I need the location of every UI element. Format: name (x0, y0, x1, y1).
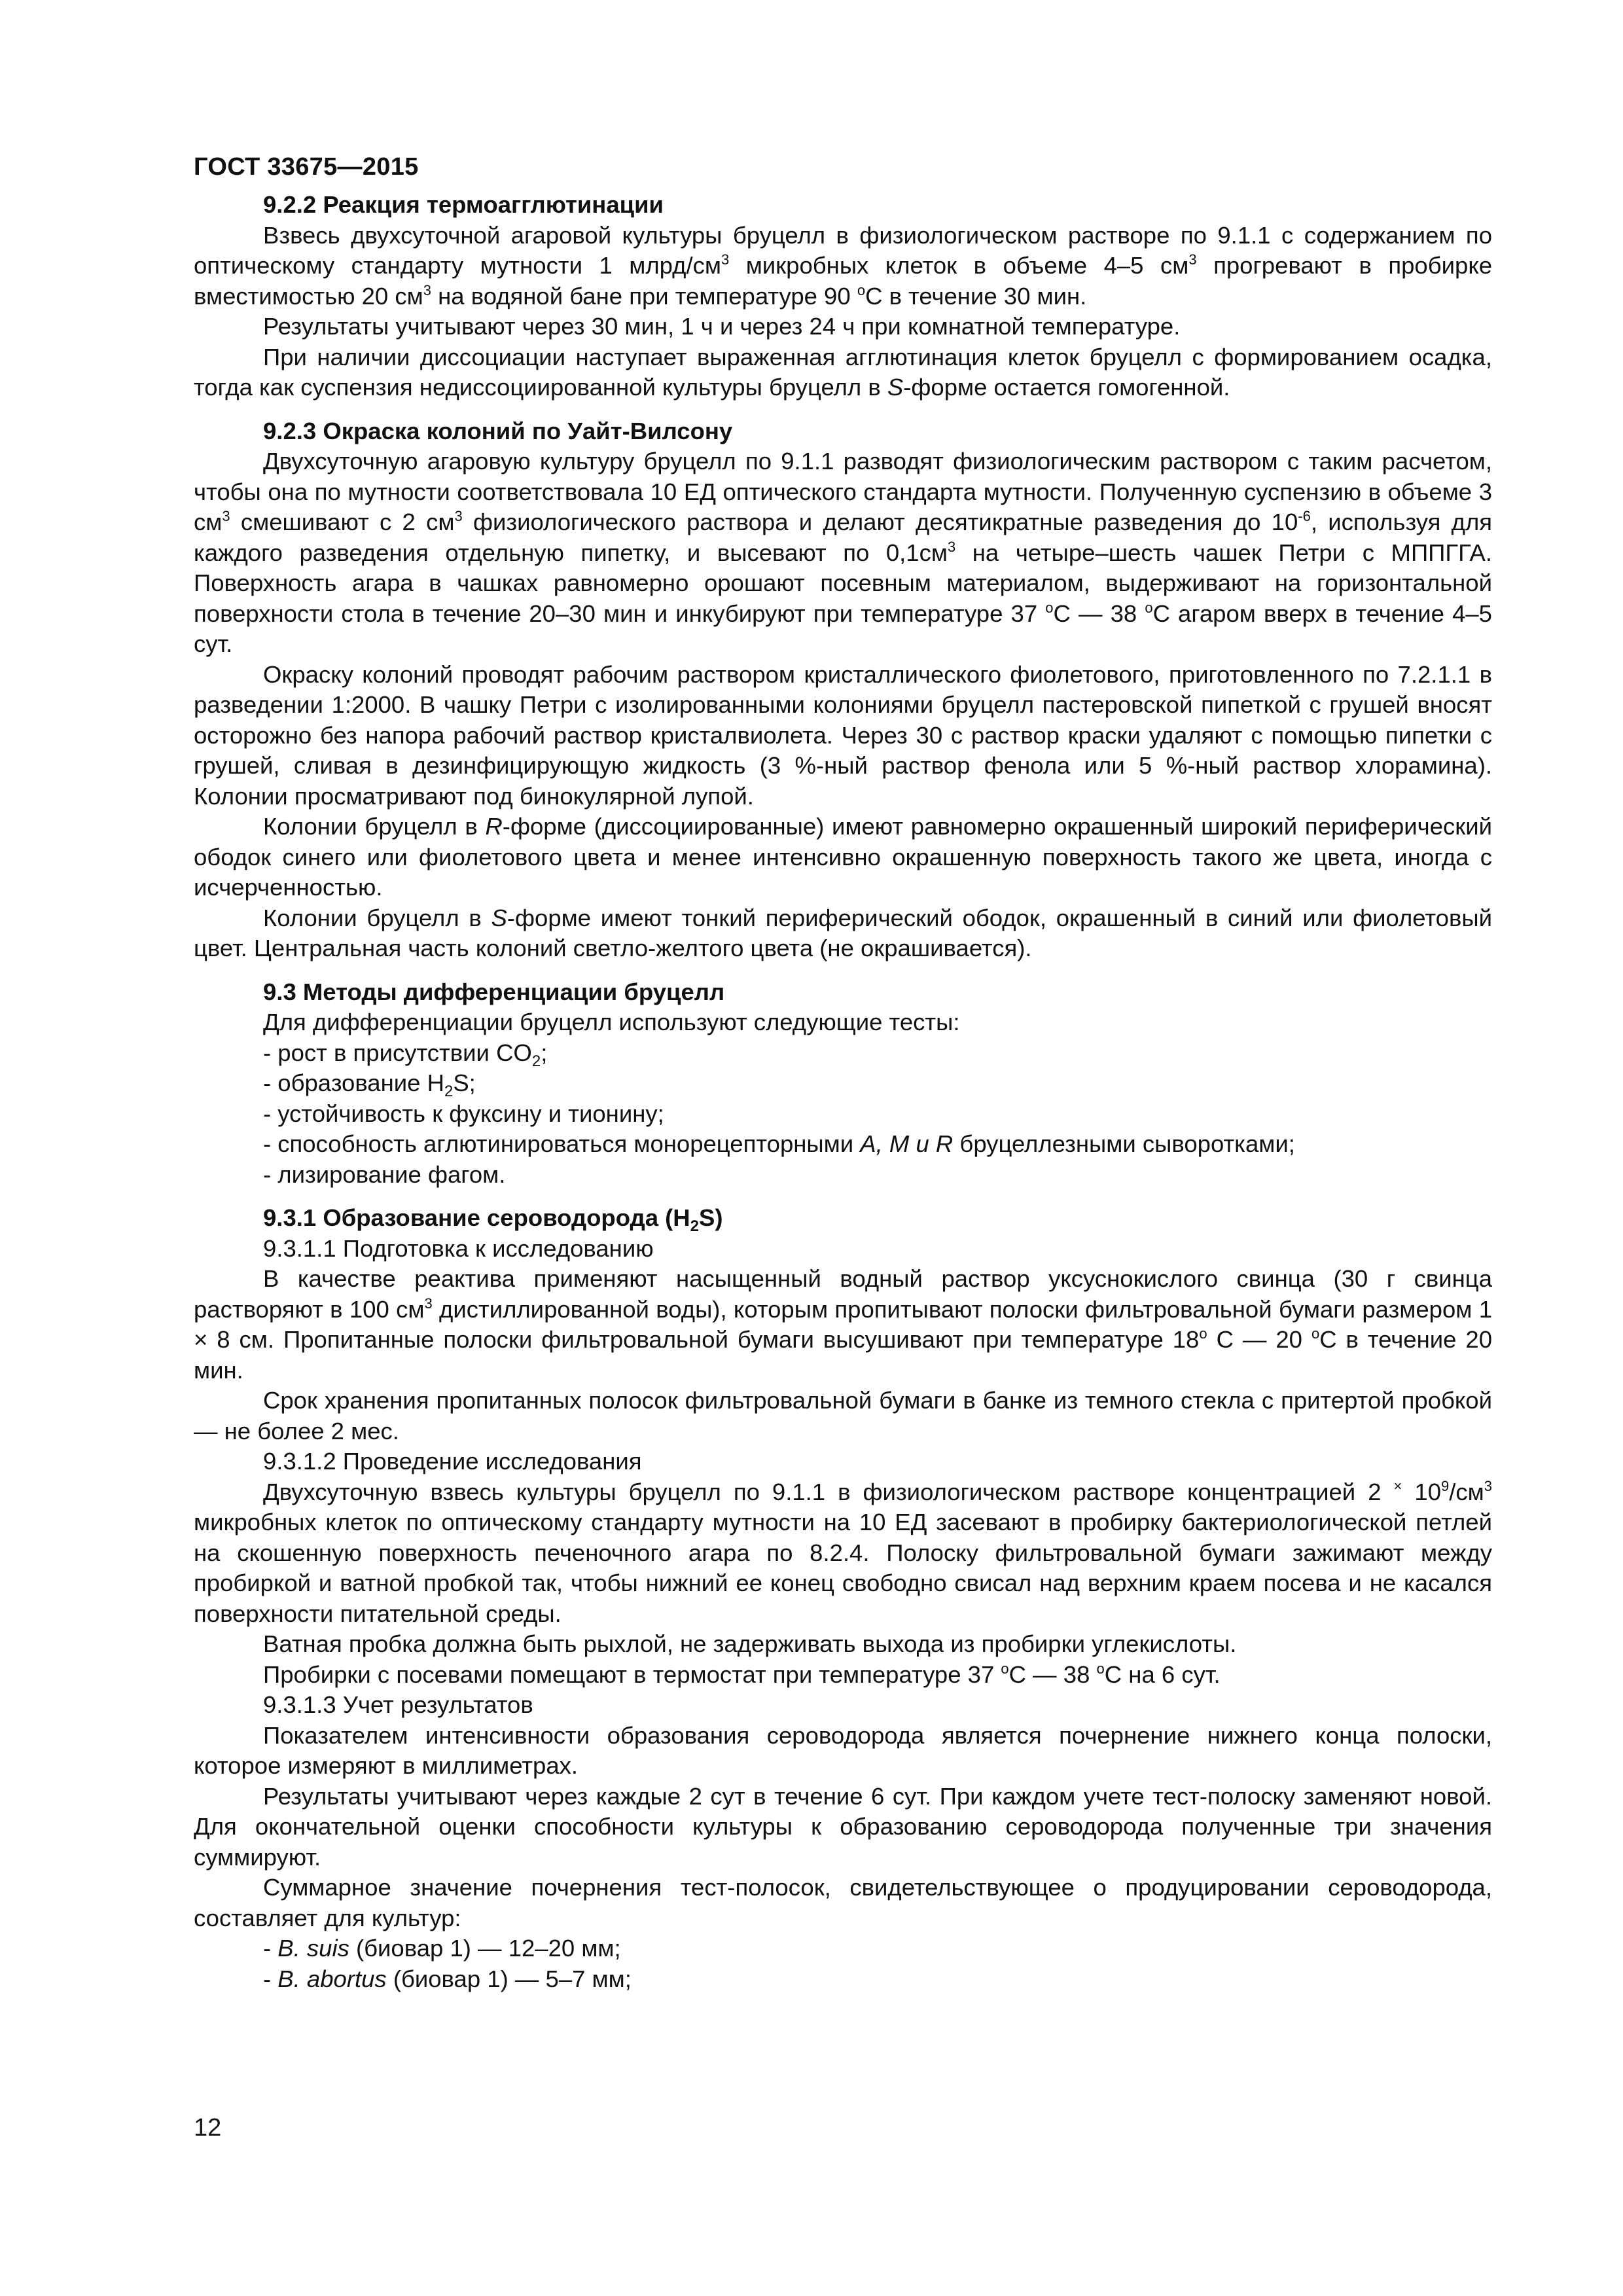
species-name: B. suis (277, 1935, 349, 1962)
text: Взвесь двухсуточной агаровой культуры бруцелл в физиологическом растворе по 9.1.1 с содержанием по оптическому стандарту мутности 1 млрд/см (194, 221, 1492, 279)
document-body (194, 152, 1492, 1994)
paragraph: Ватная пробка должна быть рыхлой, не задерживать выхода из пробирки углекислоты. (263, 1630, 1237, 1657)
paragraph: Для дифференциации бруцелл используют следующие тесты: (263, 1009, 960, 1035)
text: Двухсуточную агаровую культуру бруцелл по 9.1.1 разводят физиологическим раствором с таким расчетом, чтобы она по мутности соответствовала 10 ЕД оптического стандарта мутности. Полученную суспензию в объеме 3 см (194, 448, 1492, 535)
text: -форме остается гомогенной. (903, 374, 1230, 401)
text: на четыре–шесть чашек Петри с МППГГА. Поверхность агара в чашках равномерно орошают посевным материалом, выдерживают на горизонтальной поверхности стола в течение 20–30 мин и инкубируют при температуре 37 (194, 539, 1492, 627)
text: С агаром вверх в течение 4–5 сут. (194, 600, 1492, 657)
paragraph (194, 342, 1492, 403)
list-item: - устойчивость к фуксину и тионину; (263, 1100, 664, 1127)
superscript: 3 (1484, 1477, 1492, 1494)
paragraph: Окраску колоний проводят рабочим раствором кристаллического фиолетового, приготовленного по 7.2.1.1 в разведении 1:2000. В чашку Петри с изолированными колониями бруцелл пастеровской пипеткой с грушей вносят осторожно без напора рабочий раствор кристалвиолета. Через 30 с раствор краски удаляют с помощью пипетки с грушей, сливая в дезинфицирующую жидкость (3 %-ный раствор фенола или 5 %-ный раствор хлорамина). Колонии просматривают под бинокулярной лупой. (194, 660, 1492, 810)
text: физиологического раствора и делают десятикратные разведения до 10 (462, 509, 1298, 535)
multiplication-sign: × (1393, 1477, 1402, 1494)
text: смешивают с 2 см (230, 509, 455, 535)
section-heading-9-3: 9.3 Методы дифференциации бруцелл (263, 978, 725, 1005)
superscript: 3 (424, 1295, 433, 1312)
superscript: 3 (454, 508, 463, 524)
text: Двухсуточную взвесь культуры бруцелл по 9.1.1 в физиологическом растворе концентрацией 2 (263, 1478, 1394, 1505)
text: - (263, 1935, 278, 1962)
text: В качестве реактива применяют насыщенный водный раствор уксуснокислого свинца (30 г свинца растворяют в 100 см (194, 1265, 1492, 1323)
subscript: 2 (444, 1083, 454, 1100)
paragraph (194, 1264, 1492, 1386)
list-item (194, 1964, 1492, 1995)
paragraph: Результаты учитывают через каждые 2 сут в течение 6 сут. При каждом учете тест-полоску заменяют новой. Для окончательной оценки способности культуры к образованию сероводорода полученные три значения суммируют. (194, 1782, 1492, 1871)
text: - рост в присутствии CO (263, 1039, 532, 1066)
text: /см (1449, 1478, 1484, 1505)
paragraph: Суммарное значение почернения тест-полосок, свидетельствующее о продуцировании сероводорода, составляет для культур: (194, 1874, 1492, 1931)
subscript: 2 (690, 1217, 700, 1235)
text: Колонии бруцелл в (263, 904, 491, 931)
text: С в течение 30 мин. (865, 282, 1087, 310)
degree-sign: о (857, 281, 866, 298)
paragraph (194, 903, 1492, 964)
text: (биовар 1) — 5–7 мм; (386, 1965, 632, 1992)
subsection-heading-9-3-1-2: 9.3.1.2 Проведение исследования (263, 1448, 642, 1475)
species-name: B. abortus (277, 1965, 387, 1992)
text: микробных клеток по оптическому стандарту мутности на 10 ЕД засевают в пробирку бактериологической петлей на скошенную поверхность печеночного агара по 8.2.4. Полоску фильтровальной бумаги зажимают между пробиркой и ватной пробкой так, чтобы нижний ее конец свободно свисал над верхним краем посева и не касался поверхности питательной среды. (194, 1509, 1492, 1627)
document-code-header: ГОСТ 33675—2015 (194, 153, 419, 181)
text: на водяной бане при температуре 90 (431, 282, 857, 310)
paragraph: Срок хранения пропитанных полосок фильтровальной бумаги в банке из темного стекла с притертой пробкой — не более 2 мес. (194, 1387, 1492, 1444)
superscript: 9 (1441, 1477, 1450, 1494)
superscript: 3 (947, 538, 956, 555)
text: Пробирки с посевами помещают в термостат при температуре 37 (263, 1660, 1001, 1688)
italic-term: S (491, 904, 507, 931)
section-heading-9-2-2: 9.2.2 Реакция термоагглютинации (263, 191, 664, 218)
list-item (194, 1129, 1492, 1160)
text: При наличии диссоциации наступает выраженная агглютинация клеток бруцелл с формированием осадка, тогда как суспензия недиссоциированной культуры бруцелл в (194, 343, 1492, 401)
superscript: 3 (721, 251, 730, 268)
text: С — 38 (1008, 1660, 1097, 1688)
degree-sign: о (1001, 1660, 1009, 1677)
italic-term: S (887, 374, 904, 401)
list-item: - лизирование фагом. (263, 1160, 506, 1188)
text: Колонии бруцелл в (263, 813, 486, 840)
list-item (194, 1068, 1492, 1099)
paragraph: Показателем интенсивности образования сероводорода является почернение нижнего конца полоски, которое измеряют в миллиметрах. (194, 1721, 1492, 1779)
text: - образование H (263, 1069, 444, 1096)
text: S) (699, 1204, 723, 1231)
paragraph: Результаты учитывают через 30 мин, 1 ч и через 24 ч при комнатной температуре. (263, 313, 1181, 340)
paragraph (194, 221, 1492, 312)
paragraph (194, 812, 1492, 903)
text: дистиллированной воды), которым пропитывают полоски фильтровальной бумаги размером 1 × 8 см. Пропитанные полоски фильтровальной бумаги высушивают при температуре 18 (194, 1295, 1492, 1353)
text: микробных клеток в объеме 4–5 см (729, 252, 1189, 279)
list-item (194, 1933, 1492, 1964)
text: - способность аглютинироваться моноpецепторными (263, 1130, 861, 1157)
text: С — 38 (1053, 600, 1145, 627)
text: 9.3.1 Образование сероводорода (H (263, 1204, 690, 1231)
text: прогревают в пробирке вместимостью 20 см (194, 252, 1493, 310)
text: S; (453, 1069, 476, 1096)
subsection-heading-9-3-1-1: 9.3.1.1 Подготовка к исследованию (263, 1234, 654, 1262)
paragraph (194, 1477, 1492, 1630)
page-number: 12 (194, 2114, 222, 2142)
text: -форме имеют тонкий периферический ободок, окрашенный в синий или фиолетовый цвет. Центральная часть колоний светло-желтого цвета (не окрашивается). (194, 904, 1492, 961)
text: С на 6 сут. (1104, 1660, 1221, 1688)
paragraph (194, 1660, 1492, 1691)
header-spacer (194, 152, 1492, 190)
degree-sign: о (1145, 599, 1153, 616)
degree-sign: о (1096, 1660, 1105, 1677)
list-item (194, 1038, 1492, 1069)
text: ; (541, 1039, 548, 1066)
degree-sign: о (1045, 599, 1054, 616)
text: , используя для каждого разведения отдельную пипетку, и высевают по 0,1см (194, 509, 1493, 566)
superscript: 3 (222, 508, 230, 524)
degree-sign: о (1311, 1325, 1320, 1342)
text: 10 (1402, 1478, 1441, 1505)
text: С в течение 20 мин. (194, 1326, 1492, 1384)
degree-sign: о (1199, 1325, 1207, 1342)
subscript: 2 (531, 1052, 541, 1070)
superscript: 3 (1188, 251, 1197, 268)
italic-term: R (485, 813, 503, 840)
italic-term: A, M и R (860, 1130, 954, 1157)
subsection-heading-9-3-1-3: 9.3.1.3 Учет результатов (263, 1691, 533, 1718)
section-heading-9-3-1 (194, 1203, 1492, 1234)
text: -форме (диссоциированные) имеют равномерно окрашенный широкий периферический ободок синего или фиолетового цвета и менее интенсивно окрашенную поверхность такого же цвета, иногда с исчерченностью. (194, 813, 1492, 901)
section-heading-9-2-3: 9.2.3 Окраска колоний по Уайт-Вилсону (263, 417, 733, 444)
text: (биовар 1) — 12–20 мм; (349, 1935, 621, 1962)
text: - (263, 1965, 278, 1992)
superscript: 3 (423, 281, 431, 298)
paragraph (194, 446, 1492, 660)
text: бруцеллезными сыворотками; (953, 1130, 1295, 1157)
superscript: -6 (1298, 508, 1311, 524)
text: С — 20 (1207, 1326, 1311, 1353)
